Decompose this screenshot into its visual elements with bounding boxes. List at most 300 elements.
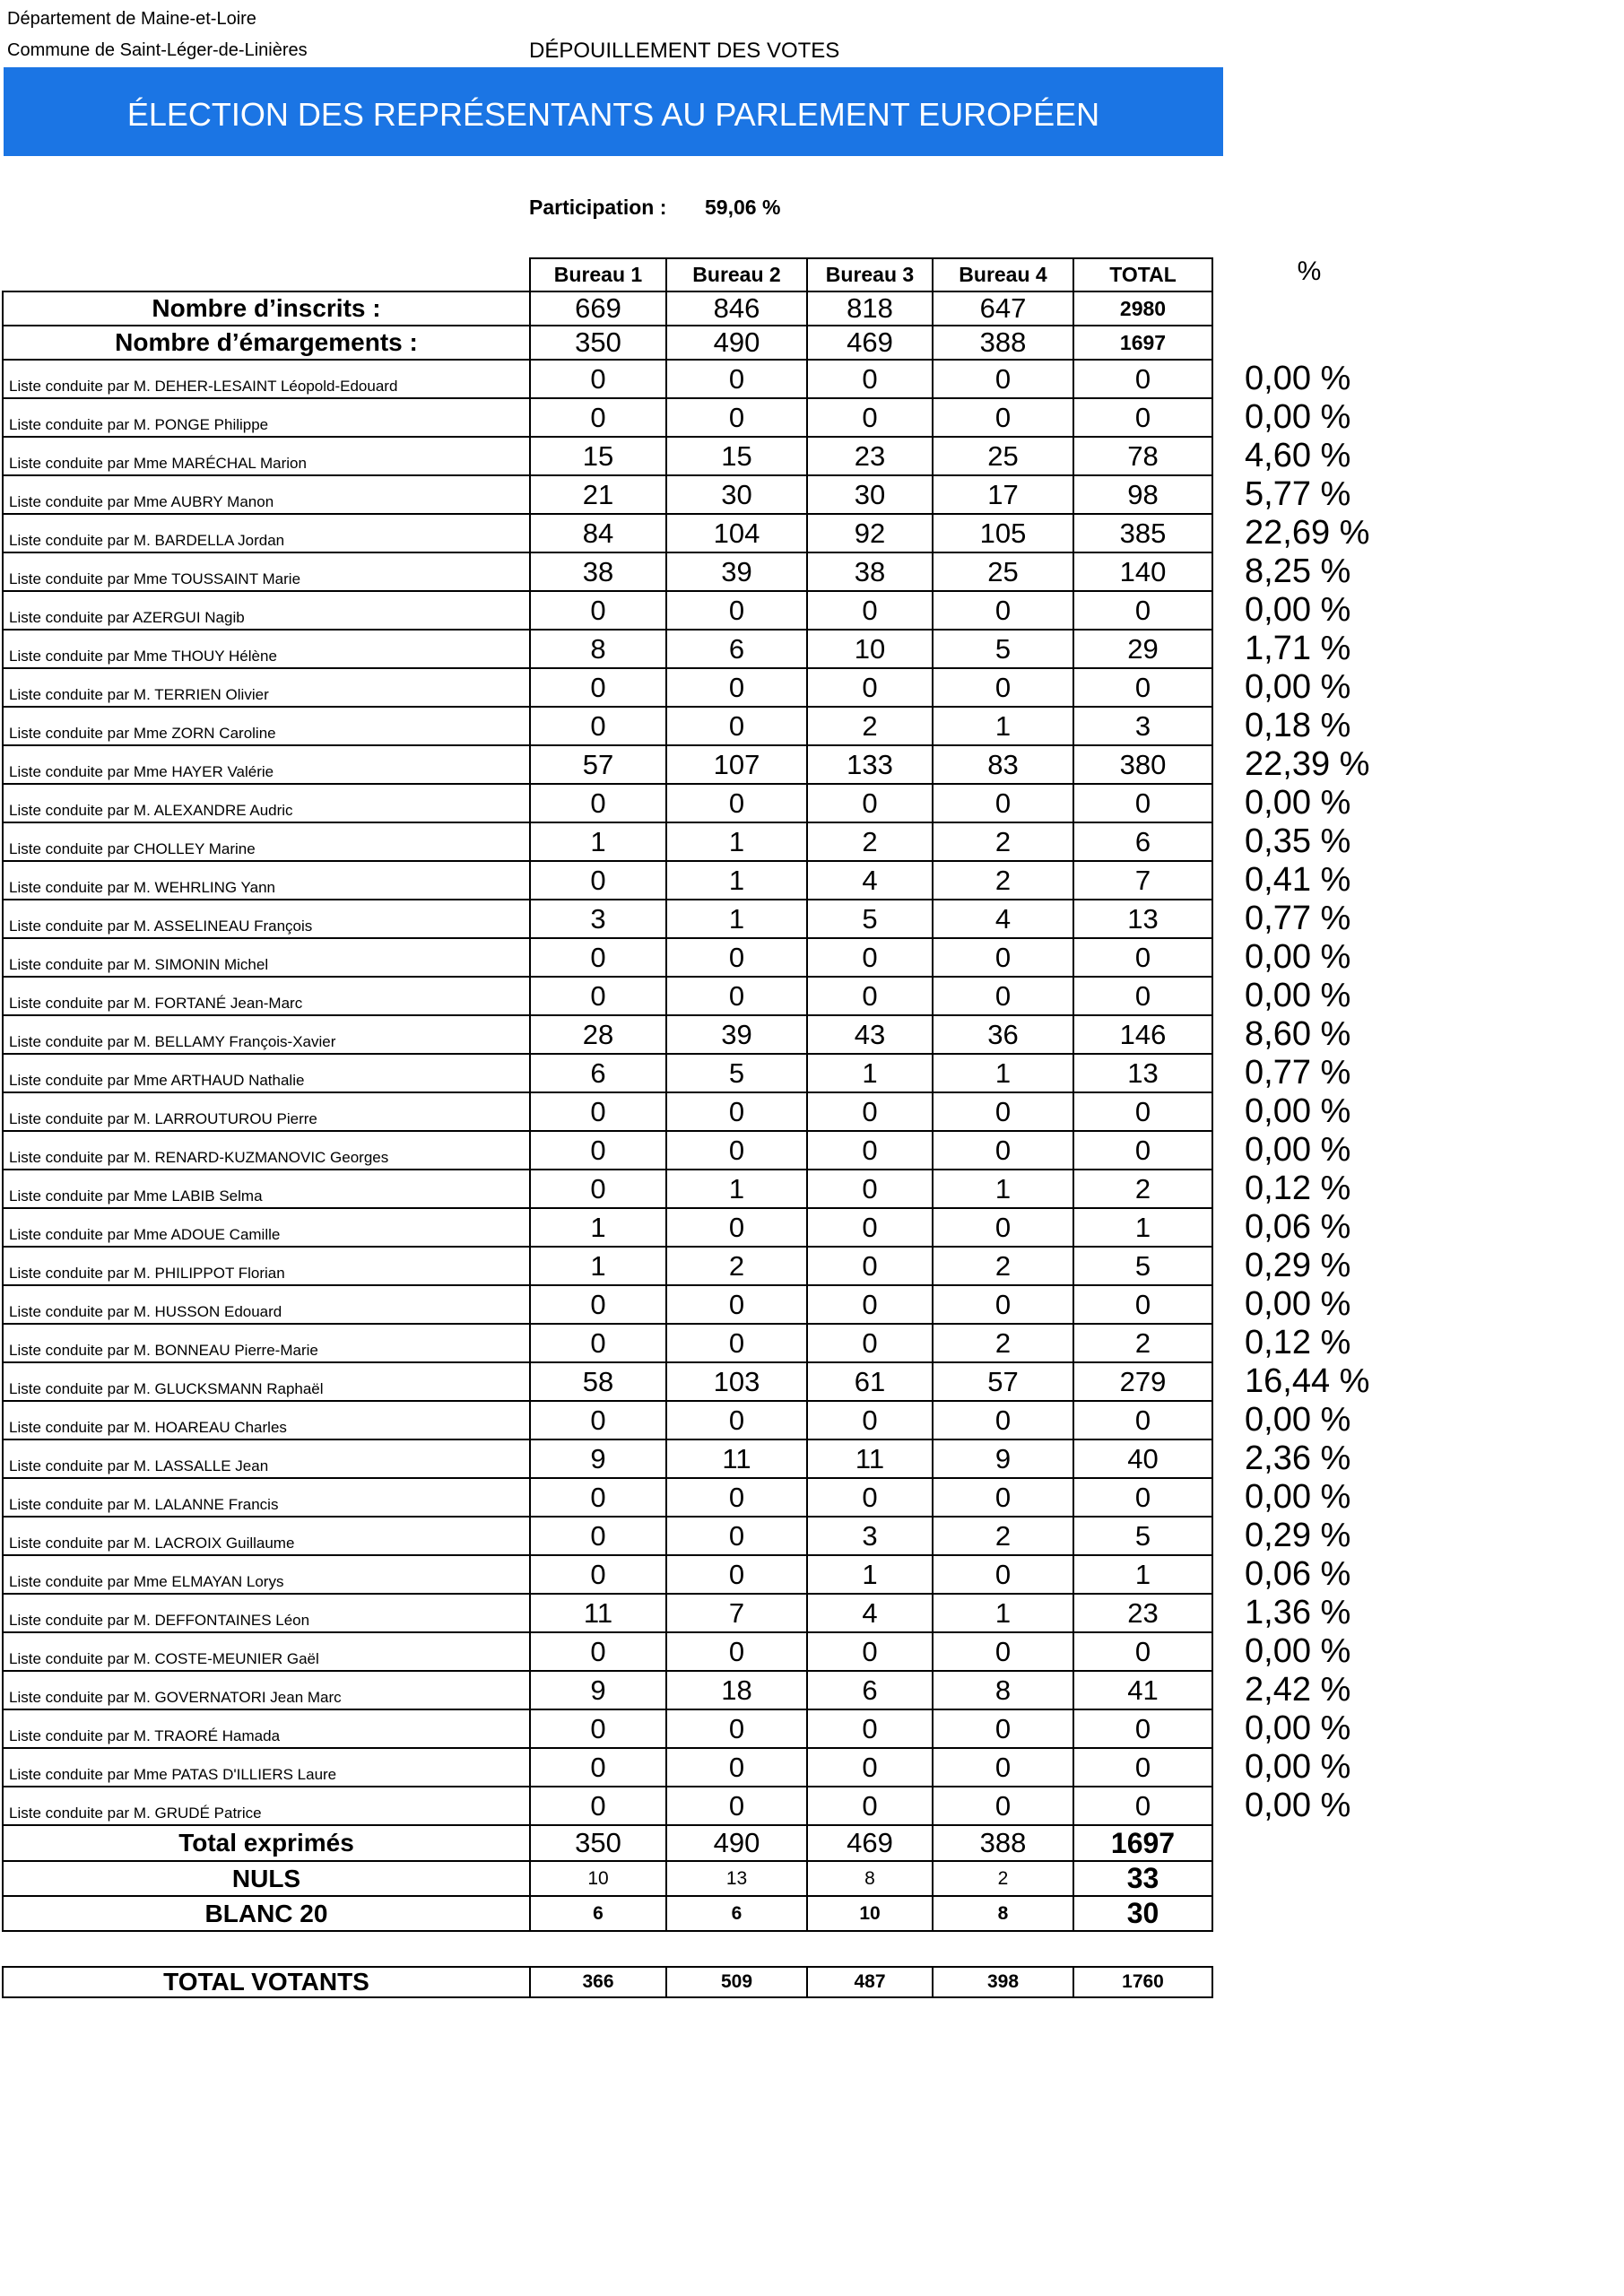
list-row-percent: 16,44 % [1245,1362,1370,1400]
list-row [3,552,1392,591]
list-row [3,1208,1392,1247]
list-row-bureau-1: 1 [530,1208,666,1247]
list-row-label: Liste conduite par M. DEFFONTAINES Léon [3,1594,530,1632]
list-row-percent: 0,00 % [1245,1748,1351,1786]
list-row [3,1092,1392,1131]
list-row [3,745,1392,784]
list-row-label: Liste conduite par M. LALANNE Francis [3,1478,530,1517]
column-header-bureau-4: Bureau 4 [933,258,1073,291]
list-row-total: 0 [1073,1748,1212,1787]
total-exprimes-row-label: Total exprimés [3,1825,530,1861]
list-row-bureau-1: 0 [530,668,666,707]
list-row-total: 1 [1073,1555,1212,1594]
list-row-bureau-3: 11 [807,1439,933,1478]
list-row-percent: 0,00 % [1245,784,1351,822]
blanc-row-bureau-3: 10 [807,1896,933,1931]
list-row-bureau-4: 17 [933,475,1073,514]
nuls-row-label: NULS [3,1861,530,1896]
list-row-total: 0 [1073,1131,1212,1170]
list-row [3,1439,1392,1478]
list-row-label: Liste conduite par M. TERRIEN Olivier [3,668,530,707]
list-row-bureau-2: 15 [666,437,807,475]
list-row-bureau-4: 0 [933,591,1073,630]
blanc-row-total: 30 [1073,1896,1212,1931]
list-row-bureau-3: 0 [807,938,933,977]
list-row-label: Liste conduite par Mme ARTHAUD Nathalie [3,1054,530,1092]
list-row-bureau-4: 0 [933,977,1073,1015]
list-row-bureau-4: 2 [933,822,1073,861]
list-row-bureau-3: 0 [807,668,933,707]
list-row [3,1324,1392,1362]
list-row-total: 3 [1073,707,1212,745]
list-row-bureau-2: 0 [666,1517,807,1555]
list-row-label: Liste conduite par M. WEHRLING Yann [3,861,530,900]
list-row-label: Liste conduite par M. PONGE Philippe [3,398,530,437]
list-row-bureau-3: 0 [807,591,933,630]
list-row-bureau-1: 0 [530,784,666,822]
list-row-bureau-2: 0 [666,1632,807,1671]
list-row-bureau-3: 10 [807,630,933,668]
list-row-bureau-3: 38 [807,552,933,591]
list-row-bureau-4: 105 [933,514,1073,552]
list-row-bureau-1: 0 [530,1517,666,1555]
list-row-bureau-3: 0 [807,1401,933,1439]
list-row-percent: 4,60 % [1245,437,1351,474]
list-row-bureau-2: 5 [666,1054,807,1092]
spacer-row [3,1931,1392,1967]
list-row-total: 0 [1073,1092,1212,1131]
list-row-label: Liste conduite par Mme THOUY Hélène [3,630,530,668]
list-row [3,1709,1392,1748]
inscrits-row-bureau-1: 669 [530,291,666,326]
list-row-bureau-4: 0 [933,1401,1073,1439]
list-row-total: 13 [1073,900,1212,938]
list-row-bureau-4: 2 [933,861,1073,900]
list-row-percent: 0,00 % [1245,1131,1351,1169]
list-row-bureau-3: 0 [807,1092,933,1131]
list-row-percent: 0,00 % [1245,938,1351,976]
list-row-bureau-1: 3 [530,900,666,938]
list-row-bureau-1: 0 [530,1170,666,1208]
banner-title: ÉLECTION DES REPRÉSENTANTS AU PARLEMENT EUROPÉEN [126,95,1100,133]
total-exprimes-row-bureau-3: 469 [807,1825,933,1861]
blanc-row-label: BLANC 20 [3,1896,530,1931]
list-row-total: 0 [1073,591,1212,630]
list-row-label: Liste conduite par Mme ZORN Caroline [3,707,530,745]
list-row-label: Liste conduite par M. SIMONIN Michel [3,938,530,977]
list-row-bureau-1: 0 [530,398,666,437]
list-row-bureau-2: 1 [666,861,807,900]
column-header-bureau-2: Bureau 2 [666,258,807,291]
list-row-percent: 0,00 % [1245,398,1351,436]
emargements-row-label: Nombre d’émargements : [3,326,530,360]
list-row-bureau-1: 11 [530,1594,666,1632]
list-row-percent: 2,42 % [1245,1671,1351,1709]
list-row-bureau-3: 0 [807,1478,933,1517]
list-row-bureau-2: 6 [666,630,807,668]
list-row [3,1478,1392,1517]
list-row-label: Liste conduite par CHOLLEY Marine [3,822,530,861]
inscrits-row-label: Nombre d’inscrits : [3,291,530,326]
list-row-bureau-3: 0 [807,784,933,822]
list-row-percent: 22,69 % [1245,514,1370,552]
list-row [3,1594,1392,1632]
list-row-percent: 0,18 % [1245,707,1351,744]
document-title: DÉPOUILLEMENT DES VOTES [529,39,840,63]
list-row-label: Liste conduite par Mme ADOUE Camille [3,1208,530,1247]
list-row-label: Liste conduite par Mme LABIB Selma [3,1170,530,1208]
list-row-bureau-4: 83 [933,745,1073,784]
total-exprimes-row-total: 1697 [1073,1825,1212,1861]
list-row-bureau-1: 6 [530,1054,666,1092]
list-row-bureau-4: 4 [933,900,1073,938]
list-row-percent: 0,12 % [1245,1170,1351,1207]
list-row-bureau-4: 57 [933,1362,1073,1401]
column-header-bureau-1: Bureau 1 [530,258,666,291]
list-row-bureau-2: 1 [666,900,807,938]
list-row-bureau-3: 0 [807,1208,933,1247]
list-row-bureau-2: 2 [666,1247,807,1285]
total-votants-row-bureau-2: 509 [666,1967,807,1997]
list-row [3,1401,1392,1439]
list-row-percent: 0,29 % [1245,1247,1351,1284]
inscrits-row-bureau-3: 818 [807,291,933,326]
list-row-percent: 0,77 % [1245,1054,1351,1091]
list-row-bureau-2: 0 [666,784,807,822]
list-row-bureau-2: 11 [666,1439,807,1478]
list-row-bureau-4: 0 [933,938,1073,977]
list-row-bureau-1: 0 [530,1555,666,1594]
total-votants-row-bureau-4: 398 [933,1967,1073,1997]
total-votants-row [3,1967,1392,1997]
list-row-bureau-3: 43 [807,1015,933,1054]
list-row-bureau-3: 4 [807,1594,933,1632]
participation-label: Participation : [529,196,667,219]
list-row [3,1748,1392,1787]
list-row-label: Liste conduite par Mme AUBRY Manon [3,475,530,514]
list-row [3,707,1392,745]
inscrits-row-bureau-2: 846 [666,291,807,326]
list-row-total: 0 [1073,668,1212,707]
participation-value: 59,06 % [705,196,781,219]
list-row-bureau-1: 9 [530,1671,666,1709]
list-row-percent: 8,25 % [1245,552,1351,590]
list-row-bureau-4: 5 [933,630,1073,668]
list-row-percent: 1,71 % [1245,630,1351,667]
list-row-bureau-2: 0 [666,1555,807,1594]
list-row-total: 29 [1073,630,1212,668]
list-row [3,861,1392,900]
list-row-total: 0 [1073,1285,1212,1324]
list-row-bureau-1: 58 [530,1362,666,1401]
list-row-label: Liste conduite par M. LACROIX Guillaume [3,1517,530,1555]
list-row-bureau-1: 21 [530,475,666,514]
inscrits-row-total: 2980 [1073,291,1212,326]
list-row-total: 0 [1073,1632,1212,1671]
list-row [3,514,1392,552]
list-row-bureau-2: 0 [666,938,807,977]
list-row-bureau-1: 84 [530,514,666,552]
list-row-bureau-3: 0 [807,398,933,437]
list-row [3,1131,1392,1170]
list-row [3,1015,1392,1054]
list-row-bureau-3: 0 [807,1632,933,1671]
list-row-bureau-2: 0 [666,591,807,630]
list-row-bureau-1: 9 [530,1439,666,1478]
list-row-bureau-4: 2 [933,1247,1073,1285]
list-row-total: 0 [1073,1478,1212,1517]
list-row [3,1285,1392,1324]
list-row-label: Liste conduite par M. COSTE-MEUNIER Gaël [3,1632,530,1671]
emargements-row-bureau-3: 469 [807,326,933,360]
list-row-bureau-4: 25 [933,552,1073,591]
list-row-label: Liste conduite par Mme HAYER Valérie [3,745,530,784]
list-row-total: 0 [1073,938,1212,977]
list-row-label: Liste conduite par Mme MARÉCHAL Marion [3,437,530,475]
list-row-percent: 1,36 % [1245,1594,1351,1631]
inscrits-row [3,291,1392,326]
list-row-bureau-4: 0 [933,1478,1073,1517]
list-row-percent: 0,00 % [1245,1401,1351,1439]
emargements-row-total: 1697 [1073,326,1212,360]
list-row-bureau-2: 39 [666,552,807,591]
list-row-label: Liste conduite par Mme TOUSSAINT Marie [3,552,530,591]
list-row-label: Liste conduite par M. ALEXANDRE Audric [3,784,530,822]
list-row-bureau-3: 0 [807,1131,933,1170]
total-exprimes-row-bureau-2: 490 [666,1825,807,1861]
list-row-percent: 0,00 % [1245,1632,1351,1670]
emargements-row [3,326,1392,360]
list-row-bureau-3: 3 [807,1517,933,1555]
list-row-bureau-2: 0 [666,1285,807,1324]
list-row-label: Liste conduite par M. HOAREAU Charles [3,1401,530,1439]
list-row-label: Liste conduite par M. BARDELLA Jordan [3,514,530,552]
list-row-bureau-2: 104 [666,514,807,552]
list-row-bureau-1: 0 [530,1787,666,1825]
list-row-bureau-1: 0 [530,977,666,1015]
list-row-bureau-4: 0 [933,1787,1073,1825]
list-row-total: 140 [1073,552,1212,591]
list-row-label: Liste conduite par M. BONNEAU Pierre-Marie [3,1324,530,1362]
emargements-row-bureau-4: 388 [933,326,1073,360]
inscrits-row-bureau-4: 647 [933,291,1073,326]
list-row-label: Liste conduite par Mme PATAS D'ILLIERS Laure [3,1748,530,1787]
list-row-bureau-3: 6 [807,1671,933,1709]
list-row-bureau-1: 0 [530,938,666,977]
list-row-bureau-3: 30 [807,475,933,514]
list-row-bureau-2: 30 [666,475,807,514]
list-row-bureau-2: 18 [666,1671,807,1709]
list-row-bureau-1: 0 [530,861,666,900]
list-row-bureau-2: 107 [666,745,807,784]
list-row-bureau-1: 8 [530,630,666,668]
list-row-bureau-2: 1 [666,822,807,861]
list-row-total: 0 [1073,1401,1212,1439]
total-votants-row-label: TOTAL VOTANTS [3,1967,530,1997]
list-row-bureau-2: 7 [666,1594,807,1632]
list-row-total: 0 [1073,977,1212,1015]
list-row-bureau-2: 0 [666,1478,807,1517]
list-row [3,1671,1392,1709]
list-row-bureau-3: 23 [807,437,933,475]
list-row-label: Liste conduite par M. GRUDÉ Patrice [3,1787,530,1825]
list-row-total: 41 [1073,1671,1212,1709]
nuls-row-bureau-4: 2 [933,1861,1073,1896]
list-row-label: Liste conduite par M. BELLAMY François-Xavier [3,1015,530,1054]
list-row-bureau-1: 0 [530,1285,666,1324]
list-row-bureau-1: 0 [530,591,666,630]
list-row-bureau-3: 0 [807,1285,933,1324]
list-row-label: Liste conduite par M. HUSSON Edouard [3,1285,530,1324]
list-row-bureau-4: 1 [933,1594,1073,1632]
total-exprimes-row-bureau-1: 350 [530,1825,666,1861]
list-row-percent: 0,77 % [1245,900,1351,937]
list-row-percent: 0,00 % [1245,1709,1351,1747]
list-row-bureau-2: 0 [666,1208,807,1247]
list-row-bureau-4: 0 [933,1632,1073,1671]
list-row-bureau-3: 0 [807,977,933,1015]
list-row-bureau-2: 103 [666,1362,807,1401]
list-row-bureau-4: 1 [933,1170,1073,1208]
list-row [3,1517,1392,1555]
list-row-bureau-1: 1 [530,1247,666,1285]
list-row-bureau-4: 36 [933,1015,1073,1054]
list-row-bureau-1: 0 [530,1748,666,1787]
list-row-bureau-1: 0 [530,1632,666,1671]
election-banner [4,67,1223,156]
list-row-bureau-3: 5 [807,900,933,938]
list-row-bureau-4: 8 [933,1671,1073,1709]
nuls-row-bureau-3: 8 [807,1861,933,1896]
list-row [3,475,1392,514]
list-row-bureau-3: 0 [807,360,933,398]
list-row-total: 380 [1073,745,1212,784]
list-row-bureau-2: 0 [666,1131,807,1170]
list-row-bureau-4: 1 [933,1054,1073,1092]
list-row-bureau-2: 39 [666,1015,807,1054]
list-row-bureau-3: 0 [807,1748,933,1787]
list-row-bureau-2: 1 [666,1170,807,1208]
list-row [3,630,1392,668]
blanc-row-bureau-1: 6 [530,1896,666,1931]
list-row-bureau-3: 92 [807,514,933,552]
column-header-bureau-3: Bureau 3 [807,258,933,291]
list-row-bureau-1: 57 [530,745,666,784]
list-row-total: 0 [1073,1787,1212,1825]
list-row-total: 78 [1073,437,1212,475]
list-row-bureau-2: 0 [666,707,807,745]
list-row-label: Liste conduite par M. ASSELINEAU François [3,900,530,938]
list-row-bureau-4: 0 [933,1709,1073,1748]
list-row-bureau-1: 15 [530,437,666,475]
nuls-row [3,1861,1392,1896]
list-row-bureau-1: 1 [530,822,666,861]
list-row-bureau-3: 0 [807,1170,933,1208]
list-row [3,360,1392,398]
list-row-bureau-2: 0 [666,1401,807,1439]
list-row-bureau-4: 2 [933,1517,1073,1555]
list-row-label: Liste conduite par M. LARROUTUROU Pierre [3,1092,530,1131]
list-row-bureau-1: 0 [530,1092,666,1131]
list-row-percent: 22,39 % [1245,745,1370,783]
list-row-bureau-2: 0 [666,977,807,1015]
list-row-total: 279 [1073,1362,1212,1401]
list-row [3,822,1392,861]
list-row-percent: 0,00 % [1245,1092,1351,1130]
list-row-bureau-3: 61 [807,1362,933,1401]
list-row-bureau-1: 0 [530,707,666,745]
total-votants-row-bureau-1: 366 [530,1967,666,1997]
list-row-bureau-2: 0 [666,1324,807,1362]
list-row-total: 1 [1073,1208,1212,1247]
list-row [3,1054,1392,1092]
list-row-total: 6 [1073,822,1212,861]
emargements-row-bureau-2: 490 [666,326,807,360]
list-row-total: 40 [1073,1439,1212,1478]
list-row-bureau-4: 0 [933,398,1073,437]
list-row-total: 5 [1073,1247,1212,1285]
list-row-label: Liste conduite par M. PHILIPPOT Florian [3,1247,530,1285]
nuls-row-bureau-2: 13 [666,1861,807,1896]
list-row-bureau-3: 1 [807,1555,933,1594]
list-row-bureau-4: 1 [933,707,1073,745]
list-row-label: Liste conduite par M. TRAORÉ Hamada [3,1709,530,1748]
list-row-percent: 0,00 % [1245,591,1351,629]
list-row-total: 23 [1073,1594,1212,1632]
list-row-total: 146 [1073,1015,1212,1054]
list-row-label: Liste conduite par M. FORTANÉ Jean-Marc [3,977,530,1015]
nuls-row-bureau-1: 10 [530,1861,666,1896]
list-row-bureau-2: 0 [666,1748,807,1787]
list-row-bureau-1: 0 [530,1709,666,1748]
list-row-percent: 0,00 % [1245,668,1351,706]
list-row-percent: 0,00 % [1245,1285,1351,1323]
list-row-bureau-4: 0 [933,1092,1073,1131]
list-row-bureau-2: 0 [666,1709,807,1748]
list-row [3,900,1392,938]
list-row-percent: 0,06 % [1245,1208,1351,1246]
list-row-label: Liste conduite par M. LASSALLE Jean [3,1439,530,1478]
list-row [3,1247,1392,1285]
list-row-percent: 0,00 % [1245,977,1351,1014]
list-row-bureau-3: 2 [807,707,933,745]
list-row-total: 0 [1073,398,1212,437]
percent-column-header: % [1297,257,1322,286]
list-row [3,1787,1392,1825]
list-row-bureau-1: 0 [530,1478,666,1517]
total-exprimes-row [3,1825,1392,1861]
list-row-bureau-1: 0 [530,1131,666,1170]
list-row-bureau-4: 0 [933,1555,1073,1594]
list-row-total: 98 [1073,475,1212,514]
list-row-label: Liste conduite par M. RENARD-KUZMANOVIC Georges [3,1131,530,1170]
list-row-bureau-3: 0 [807,1787,933,1825]
list-row-bureau-4: 0 [933,668,1073,707]
list-row-bureau-2: 0 [666,360,807,398]
list-row-bureau-3: 2 [807,822,933,861]
list-row-percent: 2,36 % [1245,1439,1351,1477]
blanc-row-bureau-4: 8 [933,1896,1073,1931]
list-row-bureau-4: 25 [933,437,1073,475]
list-row-label: Liste conduite par AZERGUI Nagib [3,591,530,630]
list-row [3,1170,1392,1208]
list-row-bureau-4: 0 [933,1285,1073,1324]
list-row-total: 0 [1073,784,1212,822]
list-row [3,437,1392,475]
list-row [3,977,1392,1015]
list-row-bureau-1: 0 [530,360,666,398]
list-row [3,1362,1392,1401]
